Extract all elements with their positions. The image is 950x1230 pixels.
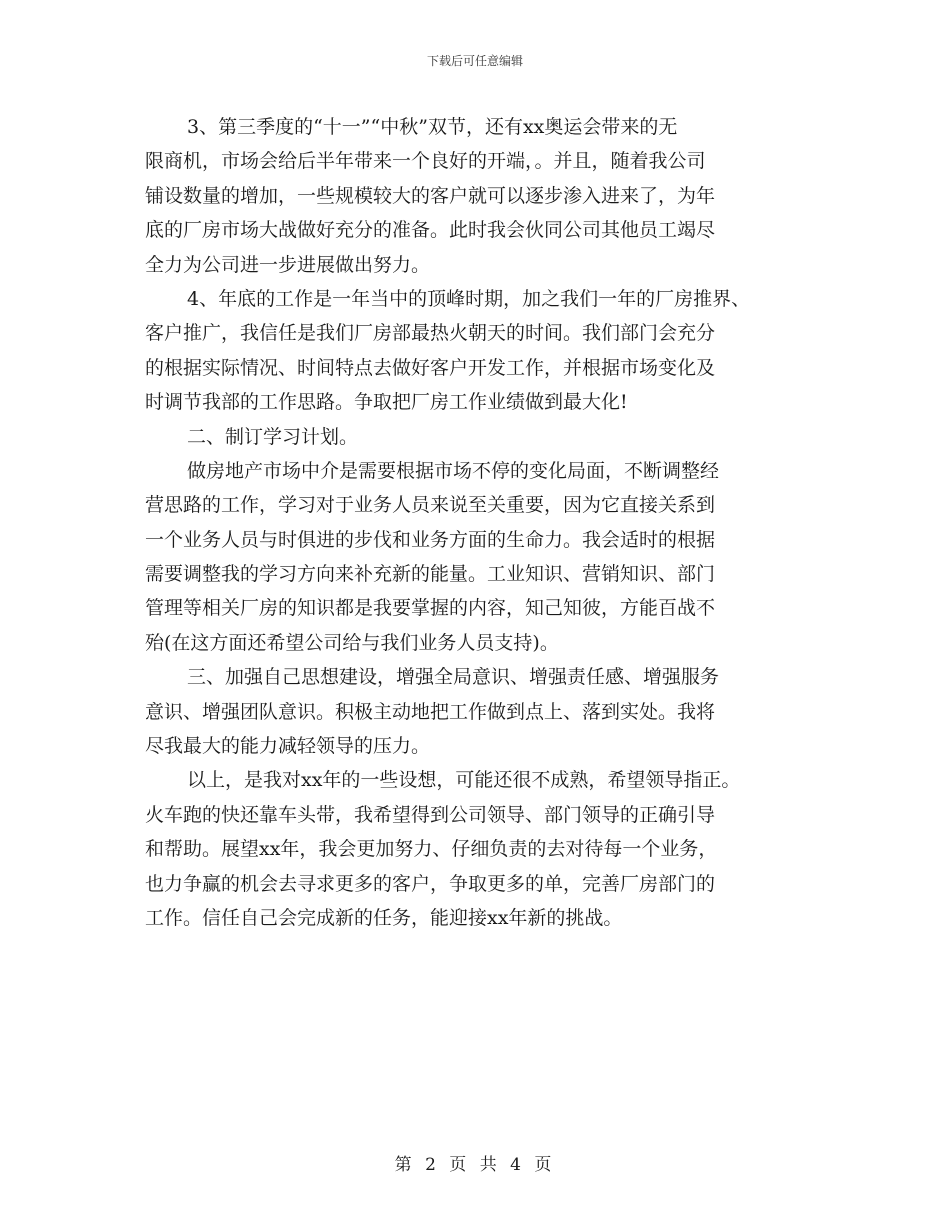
text-line: 4、年底的工作是一年当中的顶峰时期，加之我们一年的厂房推界、 [187, 287, 751, 310]
text-line: 全力为公司进一步进展做出努力。 [145, 253, 431, 276]
text-line: 需要调整我的学习方向来补充新的能量。工业知识、营销知识、部门 [145, 563, 716, 586]
text-line: 做房地产市场中介是需要根据市场不停的变化局面，不断调整经 [187, 459, 720, 482]
text-line: 一个业务人员与时俱进的步伐和业务方面的生命力。我会适时的根据 [145, 528, 716, 551]
text-line: 二、制订学习计划。 [187, 425, 359, 448]
text-line: 营思路的工作，学习对于业务人员来说至关重要，因为它直接关系到 [145, 494, 716, 517]
text-line: 和帮助。展望xx年，我会更加努力、仔细负责的去对待每一个业务， [145, 838, 718, 861]
text-line: 铺设数量的增加，一些规模较大的客户就可以逐步渗入进来了，为年 [145, 184, 716, 207]
text-line: 殆(在这方面还希望公司给与我们业务人员支持)。 [145, 631, 559, 654]
text-line: 工作。信任自己会完成新的任务，能迎接xx年新的挑战。 [145, 906, 623, 929]
text-line: 意识、增强团队意识。积极主动地把工作做到点上、落到实处。我将 [145, 700, 716, 723]
text-line: 也力争赢的机会去寻求更多的客户，争取更多的单，完善厂房部门的 [145, 872, 716, 895]
document-body [145, 110, 825, 935]
page-header: 下载后可任意编辑 [426, 54, 523, 68]
text-line: 时调节我部的工作思路。争取把厂房工作业绩做到最大化! [145, 391, 628, 414]
page-footer: 第 2 页 共 4 页 [394, 1155, 556, 1175]
text-line: 以上，是我对xx年的一些设想，可能还很不成熟，希望领导指正。 [187, 769, 741, 792]
text-line: 三、加强自己思想建设，增强全局意识、增强责任感、增强服务 [187, 666, 720, 689]
text-line: 管理等相关厂房的知识都是我要掌握的内容，知己知彼，方能百战不 [145, 597, 716, 620]
text-line: 的根据实际情况、时间特点去做好客户开发工作，并根据市场变化及 [145, 356, 716, 379]
text-line: 火车跑的快还靠车头带，我希望得到公司领导、部门领导的正确引导 [145, 803, 716, 826]
text-line: 限商机，市场会给后半年带来一个良好的开端，。并且，随着我公司 [145, 150, 706, 173]
text-line: 3、第三季度的“十一”“中秋”双节，还有xx奥运会带来的无 [187, 116, 678, 138]
text-line: 尽我最大的能力减轻领导的压力。 [145, 735, 431, 758]
text-line: 底的厂房市场大战做好充分的准备。此时我会伙同公司其他员工竭尽 [145, 219, 716, 242]
text-line: 客户推广，我信任是我们厂房部最热火朝天的时间。我们部门会充分 [145, 322, 716, 345]
